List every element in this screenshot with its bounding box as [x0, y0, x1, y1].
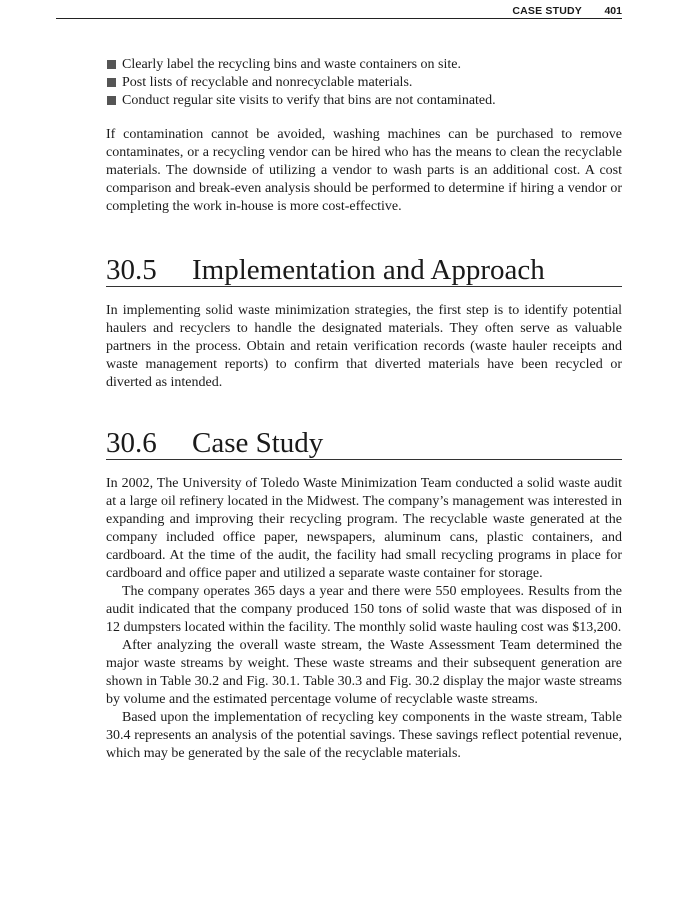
section-number: 30.5 — [106, 254, 157, 286]
bullet-list — [106, 56, 622, 110]
intro-block — [106, 126, 622, 216]
square-bullet-icon — [107, 60, 116, 69]
body-paragraph: Based upon the implementation of recycling key components in the waste stream, Table 30.4 represents an analysis of the potential savings. These savings reflect potential revenue, which may be generated by the sale of the recyclable materials. — [106, 710, 622, 761]
body-paragraph: After analyzing the overall waste stream, the Waste Assessment Team determined the major waste streams by weight. These waste streams and their subsequent generation are shown in Table 30.2 and Fig. 30.1. Table 30.3 and Fig. 30.2 display the major waste streams by volume and the estimated percentage volume of recyclable waste streams. — [106, 638, 622, 707]
square-bullet-icon — [107, 78, 116, 87]
square-bullet-icon — [107, 96, 116, 105]
list-item: Conduct regular site visits to verify that bins are not contaminated. — [106, 92, 622, 110]
section-number: 30.6 — [106, 427, 157, 459]
intro-paragraph: If contamination cannot be avoided, washing machines can be purchased to remove contaminates, or a recycling vendor can be hired who has the means to clean the recyclable materials. The downside of utilizing a vendor to wash parts is an additional cost. A cost comparison and break-even analysis should be performed to determine if hiring a vendor or completing the work in-house is more cost-effective. — [106, 127, 622, 214]
section-heading-30-6 — [106, 427, 622, 460]
list-item: Clearly label the recycling bins and waste containers on site. — [106, 56, 622, 74]
section-heading-30-5 — [106, 254, 622, 287]
section-30-5-body — [106, 302, 622, 392]
section-title: Case Study — [192, 427, 324, 459]
body-paragraph: In 2002, The University of Toledo Waste Minimization Team conducted a solid waste audit at a large oil refinery located in the Midwest. The company’s management was interested in expanding and improving their recycling program. The recyclable waste generated at the company included office paper, newspapers, aluminum cans, plastic containers, and cardboard. At the time of the audit, the facility had small recycling programs in place for cardboard and office paper and utilized a separate waste container for storage. — [106, 476, 622, 581]
section-30-6-body — [106, 475, 622, 763]
body-paragraph: In implementing solid waste minimization strategies, the first step is to identify potential haulers and recyclers to handle the designated materials. They often serve as valuable partners in the process. Obtain and retain verification records (waste hauler receipts and waste management reports) to confirm that diverted materials have been recycled or diverted as intended. — [106, 303, 622, 390]
section-title: Implementation and Approach — [192, 254, 545, 286]
body-paragraph: The company operates 365 days a year and there were 550 employees. Results from the audit indicated that the company produced 150 tons of solid waste that was disposed of in 12 dumpsters located within the facility. The monthly solid waste hauling cost was $13,200. — [106, 584, 622, 635]
page-number: 401 — [604, 5, 622, 17]
running-header — [56, 2, 622, 19]
list-item: Post lists of recyclable and nonrecyclable materials. — [106, 74, 622, 92]
running-title: CASE STUDY — [512, 5, 582, 17]
